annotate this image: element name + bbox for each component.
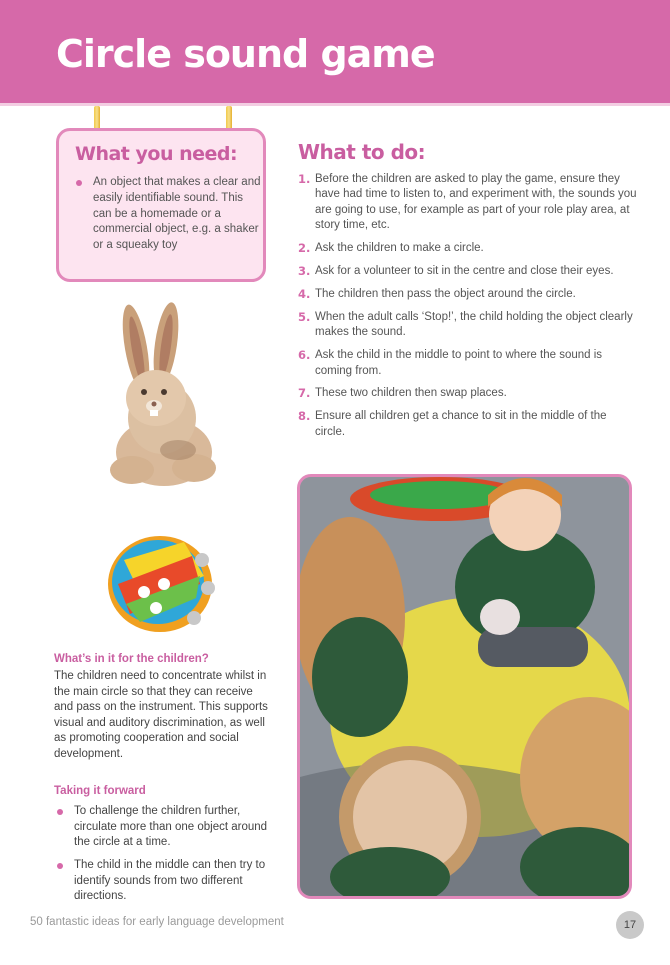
- step-item: [298, 172, 638, 234]
- step-text: Ensure all children get a chance to sit in the middle of the circle.: [315, 410, 607, 438]
- bullet-icon: [57, 863, 63, 869]
- step-item: [298, 264, 638, 279]
- title-banner: [0, 0, 670, 103]
- what-you-need-heading: What you need:: [75, 143, 238, 165]
- step-text: Ask for a volunteer to sit in the centre and close their eyes.: [315, 265, 614, 278]
- step-text: Before the children are asked to play the game, ensure they have had time to listen to, and experiment with, the sounds you are going to use, for example as part of your role play area, at story time, etc.: [315, 173, 637, 232]
- step-item: [298, 287, 638, 302]
- what-to-do-heading: What to do:: [298, 140, 426, 164]
- photo-illustration: [300, 477, 629, 896]
- step-text: When the adult calls ‘Stop!’, the child holding the object clearly makes the sound.: [315, 310, 633, 339]
- forward-item-text: To challenge the children further, circulate more than one object around the circle at a time.: [74, 805, 268, 849]
- step-number: 6.: [298, 348, 311, 363]
- bullet-icon: [76, 180, 82, 186]
- taking-it-forward-heading: Taking it forward: [54, 785, 146, 797]
- step-number: 8.: [298, 409, 311, 424]
- step-text: Ask the children to make a circle.: [315, 242, 484, 255]
- step-item: [298, 386, 638, 401]
- children-circle-photo: [297, 474, 632, 899]
- what-you-need-box: [56, 128, 266, 282]
- step-number: 1.: [298, 172, 311, 186]
- toy-rabbit-image: [104, 300, 222, 490]
- step-number: 3.: [298, 264, 311, 279]
- step-number: 2.: [298, 241, 311, 256]
- children-benefit-heading: What’s in it for the children?: [54, 653, 209, 665]
- step-item: [298, 409, 638, 440]
- steps-list: [298, 172, 638, 448]
- forward-list-item: [54, 858, 269, 905]
- tambourine-image: [104, 530, 216, 635]
- step-item: [298, 310, 638, 341]
- step-number: 4.: [298, 286, 311, 301]
- box-hanger-right: [226, 106, 232, 130]
- forward-list-item: [54, 804, 269, 851]
- step-text: The children then pass the object around the circle.: [315, 287, 576, 300]
- page-number: 17: [616, 911, 644, 939]
- footer-text: 50 fantastic ideas for early language development: [30, 916, 284, 928]
- step-number: 7.: [298, 386, 311, 401]
- bullet-icon: [57, 809, 63, 815]
- banner-divider: [0, 103, 670, 106]
- forward-item-text: The child in the middle can then try to identify sounds from two different directions.: [74, 859, 266, 903]
- need-item-text: An object that makes a clear and easily identifiable sound. This can be a homemade or a commercial object, e.g. a shaker or a squeaky toy: [93, 176, 261, 252]
- need-list-item: [75, 175, 261, 254]
- step-item: [298, 348, 638, 379]
- step-text: Ask the child in the middle to point to where the sound is coming from.: [315, 349, 603, 377]
- step-number: 5.: [298, 309, 311, 324]
- page-title: Circle sound game: [56, 32, 435, 76]
- step-item: [298, 241, 638, 256]
- box-hanger-left: [94, 106, 100, 130]
- children-benefit-text: The children need to concentrate whilst in the main circle so that they can receive and pass on the instrument. This supports visual and auditory discrimination, as well as promoting cooperation and social development.: [54, 670, 268, 760]
- step-text: These two children then swap places.: [315, 387, 507, 400]
